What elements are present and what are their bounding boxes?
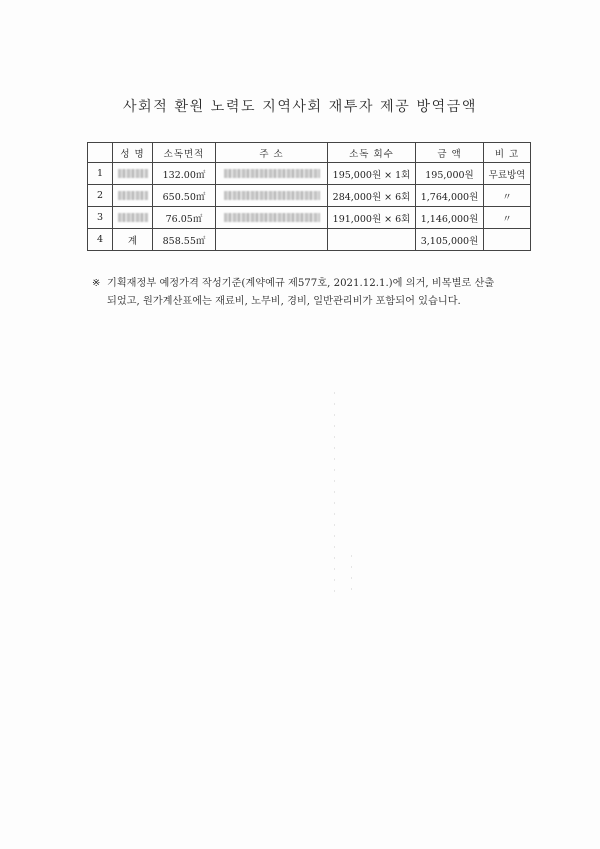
total-note-empty [484, 229, 531, 251]
row-amount: 1,764,000원 [416, 185, 484, 207]
table-header-row [88, 143, 531, 163]
table-row [88, 185, 531, 207]
table-total-row [88, 229, 531, 251]
footnote-line-2: 되었고, 원가계산표에는 재료비, 노무비, 경비, 일반관리비가 포함되어 있습니다. [107, 296, 461, 307]
redacted-address [224, 213, 320, 222]
document-title: 사회적 환원 노력도 지역사회 재투자 제공 방역금액 [123, 99, 477, 115]
scan-artifact [351, 555, 352, 590]
row-name [113, 207, 153, 229]
row-area: 132.00㎡ [153, 163, 216, 185]
row-area: 650.50㎡ [153, 185, 216, 207]
header-note: 비 고 [484, 143, 531, 163]
header-count: 소독 회수 [328, 143, 416, 163]
row-amount: 195,000원 [416, 163, 484, 185]
footnote-mark: ※ [92, 278, 101, 289]
total-area: 858.55㎡ [153, 229, 216, 251]
row-count: 195,000원 × 1회 [328, 163, 416, 185]
row-name [113, 163, 153, 185]
total-address-empty [216, 229, 328, 251]
redacted-name [118, 213, 148, 222]
row-amount: 1,146,000원 [416, 207, 484, 229]
header-name: 성 명 [113, 143, 153, 163]
total-label: 계 [113, 229, 153, 251]
row-count: 191,000원 × 6회 [328, 207, 416, 229]
row-address [216, 207, 328, 229]
row-no: 1 [88, 163, 113, 185]
row-note: 〃 [484, 207, 531, 229]
row-no: 3 [88, 207, 113, 229]
row-no: 2 [88, 185, 113, 207]
row-address [216, 185, 328, 207]
header-amount: 금 액 [416, 143, 484, 163]
total-amount: 3,105,000원 [416, 229, 484, 251]
table-row [88, 207, 531, 229]
redacted-address [224, 169, 320, 178]
row-note: 〃 [484, 185, 531, 207]
footnote [92, 275, 532, 311]
total-no: 4 [88, 229, 113, 251]
row-area: 76.05㎡ [153, 207, 216, 229]
row-name [113, 185, 153, 207]
total-count-empty [328, 229, 416, 251]
row-note: 무료방역 [484, 163, 531, 185]
redacted-name [118, 191, 148, 200]
scan-artifact [334, 392, 335, 592]
header-area: 소독면적 [153, 143, 216, 163]
footnote-line-1: 기획재정부 예정가격 작성기준(계약예규 제577호, 2021.12.1.)에 의거, 비목별로 산출 [107, 278, 495, 289]
row-address [216, 163, 328, 185]
redacted-address [224, 191, 320, 200]
header-no [88, 143, 113, 163]
header-address: 주 소 [216, 143, 328, 163]
redacted-name [118, 169, 148, 178]
row-count: 284,000원 × 6회 [328, 185, 416, 207]
table-row [88, 163, 531, 185]
disinfection-cost-table [87, 142, 531, 251]
